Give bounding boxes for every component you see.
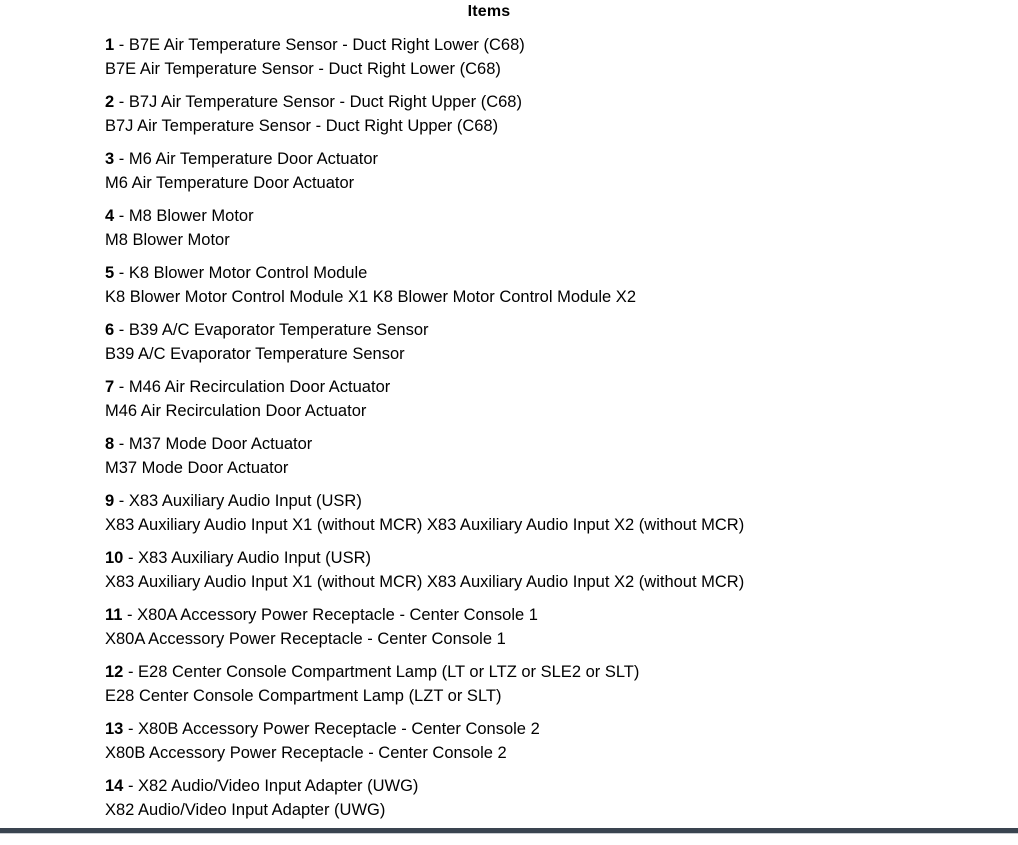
item-separator: - (118, 492, 125, 510)
item-heading (105, 661, 1018, 683)
item-heading (105, 91, 1018, 113)
list-item (105, 376, 1018, 422)
list-item (105, 604, 1018, 650)
list-item (105, 319, 1018, 365)
list-item (105, 661, 1018, 707)
item-heading (105, 148, 1018, 170)
list-item (105, 718, 1018, 764)
page-title: Items (467, 3, 511, 20)
list-item (105, 91, 1018, 137)
item-heading (105, 547, 1018, 569)
item-description: M37 Mode Door Actuator (105, 459, 289, 477)
item-heading (105, 775, 1018, 797)
page-bottom-strip (0, 833, 1018, 845)
item-title: K8 Blower Motor Control Module (128, 264, 368, 282)
item-title: E28 Center Console Compartment Lamp (LT or LTZ or SLE2 or SLT) (138, 663, 640, 681)
item-number: 7 (105, 378, 115, 396)
item-heading (105, 262, 1018, 284)
item-number: 12 (105, 663, 124, 681)
item-description: B7E Air Temperature Sensor - Duct Right Lower (C68) (105, 60, 501, 78)
item-title: B39 A/C Evaporator Temperature Sensor (128, 321, 429, 339)
item-description: K8 Blower Motor Control Module X1 K8 Blower Motor Control Module X2 (105, 288, 636, 306)
item-number: 3 (105, 150, 115, 168)
item-number: 14 (105, 777, 124, 795)
item-title: X80B Accessory Power Receptacle - Center Console 2 (138, 720, 540, 738)
item-separator: - (118, 321, 125, 339)
item-heading (105, 604, 1018, 626)
item-number: 5 (105, 264, 115, 282)
item-heading (105, 34, 1018, 56)
item-heading (105, 205, 1018, 227)
item-number: 6 (105, 321, 115, 339)
item-separator: - (118, 435, 125, 453)
item-separator: - (127, 720, 134, 738)
item-number: 10 (105, 549, 124, 567)
item-heading (105, 319, 1018, 341)
item-number: 8 (105, 435, 115, 453)
list-item (105, 547, 1018, 593)
item-description: X80B Accessory Power Receptacle - Center Console 2 (105, 744, 507, 762)
list-item (105, 775, 1018, 821)
item-title: X83 Auxiliary Audio Input (USR) (138, 549, 371, 567)
item-description: X80A Accessory Power Receptacle - Center Console 1 (105, 630, 506, 648)
item-heading (105, 718, 1018, 740)
item-separator: - (127, 606, 133, 624)
item-number: 2 (105, 93, 115, 111)
item-separator: - (118, 264, 125, 282)
item-separator: - (118, 36, 125, 54)
item-title: M6 Air Temperature Door Actuator (128, 150, 379, 168)
item-number: 11 (105, 606, 123, 624)
list-item (105, 148, 1018, 194)
item-description: E28 Center Console Compartment Lamp (LZT or SLT) (105, 687, 502, 705)
list-item (105, 34, 1018, 80)
item-separator: - (127, 777, 134, 795)
item-separator: - (118, 150, 125, 168)
item-description: B7J Air Temperature Sensor - Duct Right Upper (C68) (105, 117, 499, 135)
item-number: 13 (105, 720, 124, 738)
item-title: X83 Auxiliary Audio Input (USR) (128, 492, 362, 510)
item-number: 4 (105, 207, 115, 225)
item-separator: - (118, 207, 125, 225)
item-separator: - (127, 663, 134, 681)
item-description: B39 A/C Evaporator Temperature Sensor (105, 345, 405, 363)
item-title: M46 Air Recirculation Door Actuator (128, 378, 391, 396)
item-heading (105, 490, 1018, 512)
item-description: X82 Audio/Video Input Adapter (UWG) (105, 801, 386, 819)
item-description: M6 Air Temperature Door Actuator (105, 174, 355, 192)
item-separator: - (127, 549, 134, 567)
item-heading (105, 433, 1018, 455)
item-title: X80A Accessory Power Receptacle - Center Console 1 (137, 606, 538, 624)
item-description: M8 Blower Motor (105, 231, 230, 249)
item-title: M8 Blower Motor (128, 207, 254, 225)
item-heading (105, 376, 1018, 398)
item-description: X83 Auxiliary Audio Input X1 (without MCR) X83 Auxiliary Audio Input X2 (without MCR) (105, 516, 745, 534)
item-number: 9 (105, 492, 115, 510)
list-item (105, 205, 1018, 251)
list-item (105, 433, 1018, 479)
item-separator: - (118, 378, 125, 396)
items-list (0, 22, 1018, 821)
item-title: M37 Mode Door Actuator (128, 435, 313, 453)
list-item (105, 262, 1018, 308)
item-description: M46 Air Recirculation Door Actuator (105, 402, 367, 420)
item-title: B7J Air Temperature Sensor - Duct Right Upper (C68) (128, 93, 522, 111)
item-title: B7E Air Temperature Sensor - Duct Right Lower (C68) (128, 36, 525, 54)
item-number: 1 (105, 36, 115, 54)
item-title: X82 Audio/Video Input Adapter (UWG) (138, 777, 419, 795)
item-description: X83 Auxiliary Audio Input X1 (without MCR) X83 Auxiliary Audio Input X2 (without MCR) (105, 573, 745, 591)
item-separator: - (118, 93, 125, 111)
list-item (105, 490, 1018, 536)
